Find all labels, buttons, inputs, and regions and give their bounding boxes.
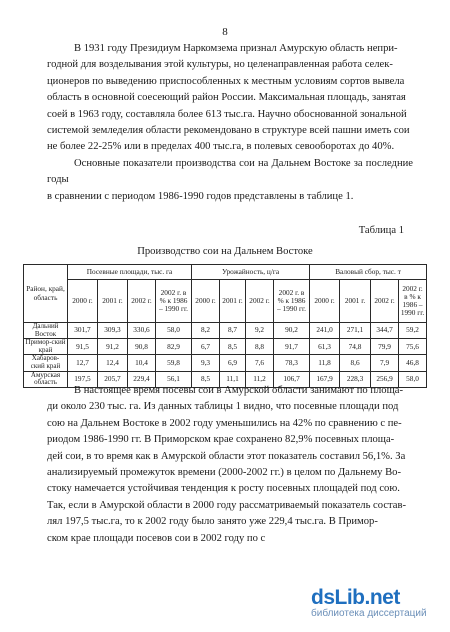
table-cell: 256,9 xyxy=(371,371,399,387)
table-cell: 228,3 xyxy=(340,371,371,387)
text-line: дей сои, в то время как в Амурской области этот показатель составил 56,1%. За xyxy=(47,450,406,462)
table-cell: 12,4 xyxy=(98,355,128,371)
text-line: область в основной соесеющий район России. Максимальная площадь, занятая xyxy=(47,92,406,104)
table-cell: 59,8 xyxy=(156,355,192,371)
table-cell: 91,2 xyxy=(98,339,128,355)
logo-dot: . xyxy=(364,586,370,609)
logo-tld: net xyxy=(369,586,400,609)
table-cell: 344,7 xyxy=(371,323,399,339)
region-cell: Дальний Восток xyxy=(24,323,68,339)
intro-paragraph xyxy=(47,41,413,205)
table-cell: 11,1 xyxy=(220,371,246,387)
group-header-yield: Урожайность, ц/га xyxy=(192,265,310,280)
page-number: 8 xyxy=(222,26,228,38)
table-cell: 167,9 xyxy=(310,371,340,387)
subheader-2002: 2002 г. xyxy=(128,280,156,323)
text-line: В 1931 году Президиум Наркомзема признал Амурскую область непри- xyxy=(74,43,398,54)
text-line: стоку намечается устойчивая тенденция к росту посевных площадей под сою. xyxy=(47,483,400,495)
table-cell: 90,2 xyxy=(274,323,310,339)
logo-main: dsLib xyxy=(311,586,365,609)
subheader-percent: 2002 г. в % к 1986 – 1990 гг. xyxy=(274,280,310,323)
table-cell: 8,6 xyxy=(340,355,371,371)
analysis-paragraph xyxy=(47,383,413,547)
table-cell: 309,3 xyxy=(98,323,128,339)
text-line: в сравнении с периодом 1986-1990 годов представлены в таблице 1. xyxy=(47,190,354,202)
table-cell: 82,9 xyxy=(156,339,192,355)
table-cell: 8,2 xyxy=(192,323,220,339)
table-cell: 8,5 xyxy=(192,371,220,387)
table-row xyxy=(24,355,427,371)
text-line: Основные показатели производства сои на Дальнем Востоке за последние годы xyxy=(47,157,413,186)
soy-production-table xyxy=(23,264,427,388)
table-cell: 197,5 xyxy=(68,371,98,387)
table-cell: 56,1 xyxy=(156,371,192,387)
table-cell: 46,8 xyxy=(399,355,427,371)
subheader-2001: 2001 г. xyxy=(98,280,128,323)
text-line: соей в 1963 году, составляла более 613 тыс.га. Научно обоснованной зональной xyxy=(47,108,407,120)
table-cell: 205,7 xyxy=(98,371,128,387)
table-cell: 78,3 xyxy=(274,355,310,371)
table-cell: 58,0 xyxy=(156,323,192,339)
table-row xyxy=(24,339,427,355)
table-cell: 75,6 xyxy=(399,339,427,355)
region-cell: Амурская область xyxy=(24,371,68,387)
table-row xyxy=(24,323,427,339)
text-line: ском крае площади посевов сои в 2002 году по с xyxy=(47,532,266,544)
table-cell: 59,2 xyxy=(399,323,427,339)
table-cell: 8,8 xyxy=(246,339,274,355)
table-cell: 11,2 xyxy=(246,371,274,387)
text-line: не более 22-25% или в пределах 400 тыс.га, в полевых севооборотах до 40%. xyxy=(47,141,395,153)
subheader-percent: 2002 г. в % к 1986 – 1990 гг. xyxy=(399,280,427,323)
table-cell: 7,6 xyxy=(246,355,274,371)
text-line: ди около 230 тыс. га. Из данных таблицы 1 видно, что посевные площади под xyxy=(47,401,399,413)
table-cell: 9,3 xyxy=(192,355,220,371)
subheader-percent: 2002 г. в % к 1986 – 1990 гг. xyxy=(156,280,192,323)
table-cell: 301,7 xyxy=(68,323,98,339)
table-cell: 11,8 xyxy=(310,355,340,371)
subheader-2000: 2000 г. xyxy=(192,280,220,323)
dslib-watermark[interactable] xyxy=(311,586,427,619)
table-cell: 330,6 xyxy=(128,323,156,339)
table-cell: 241,0 xyxy=(310,323,340,339)
table-caption: Производство сои на Дальнем Востоке xyxy=(137,246,313,257)
table-cell: 8,7 xyxy=(220,323,246,339)
dslib-logo xyxy=(311,586,427,610)
watermark-subtitle: библиотека диссертаций xyxy=(311,608,427,619)
subheader-2000: 2000 г. xyxy=(310,280,340,323)
table-cell: 58,0 xyxy=(399,371,427,387)
table-cell: 229,4 xyxy=(128,371,156,387)
table-cell: 90,8 xyxy=(128,339,156,355)
table-cell: 61,3 xyxy=(310,339,340,355)
table-cell: 6,9 xyxy=(220,355,246,371)
table-cell: 6,7 xyxy=(192,339,220,355)
text-line: сою на Дальнем Востоке в 2002 году уменьшились на 42% по сравнению с пе- xyxy=(47,417,402,429)
text-line: Так, если в Амурской области в 2000 году рассматриваемый показатель состав- xyxy=(47,499,407,511)
table-cell: 91,5 xyxy=(68,339,98,355)
subheader-2001: 2001 г. xyxy=(220,280,246,323)
text-line: годной для возделывания этой культуры, но целенаправленная работа селек- xyxy=(47,59,393,71)
region-cell: Хабаров-ский край xyxy=(24,355,68,371)
table-cell: 91,7 xyxy=(274,339,310,355)
subheader-2000: 2000 г. xyxy=(68,280,98,323)
group-header-area: Посевные площади, тыс. га xyxy=(68,265,192,280)
text-line: ционеров по выведению приспособленных к местным условиям сортов вывела xyxy=(47,75,405,87)
text-line: лял 197,5 тыс.га, то к 2002 году было занято уже 229,4 тыс.га. В Примор- xyxy=(47,516,378,528)
text-line: анализируемый промежуток времени (2000-2002 гг.) в целом по Дальнему Во- xyxy=(47,467,402,479)
text-line: системой земледелия области рекомендовано в структуре всей пашни иметь сои xyxy=(47,125,410,137)
subheader-2001: 2001 г. xyxy=(340,280,371,323)
subheader-2002: 2002 г. xyxy=(371,280,399,323)
table-cell: 74,8 xyxy=(340,339,371,355)
table-cell: 9,2 xyxy=(246,323,274,339)
region-cell: Примор-ский край xyxy=(25,338,66,354)
table-cell: 8,5 xyxy=(220,339,246,355)
text-line: В настоящее время посевы сои в Амурской области занимают по площа- xyxy=(74,385,403,396)
table-cell: 12,7 xyxy=(68,355,98,371)
subheader-2002: 2002 г. xyxy=(246,280,274,323)
table-cell: 10,4 xyxy=(128,355,156,371)
region-header: Район, край, область xyxy=(24,265,68,323)
group-header-harvest: Валовый сбор, тыс. т xyxy=(310,265,427,280)
table-cell: 271,1 xyxy=(340,323,371,339)
table-label: Таблица 1 xyxy=(358,225,404,236)
table-cell: 79,9 xyxy=(371,339,399,355)
table-cell: 7,9 xyxy=(371,355,399,371)
table-cell: 106,7 xyxy=(274,371,310,387)
text-line: риодом 1986-1990 гг. В Приморском крае сохранено 82,9% посевных площа- xyxy=(47,434,395,446)
